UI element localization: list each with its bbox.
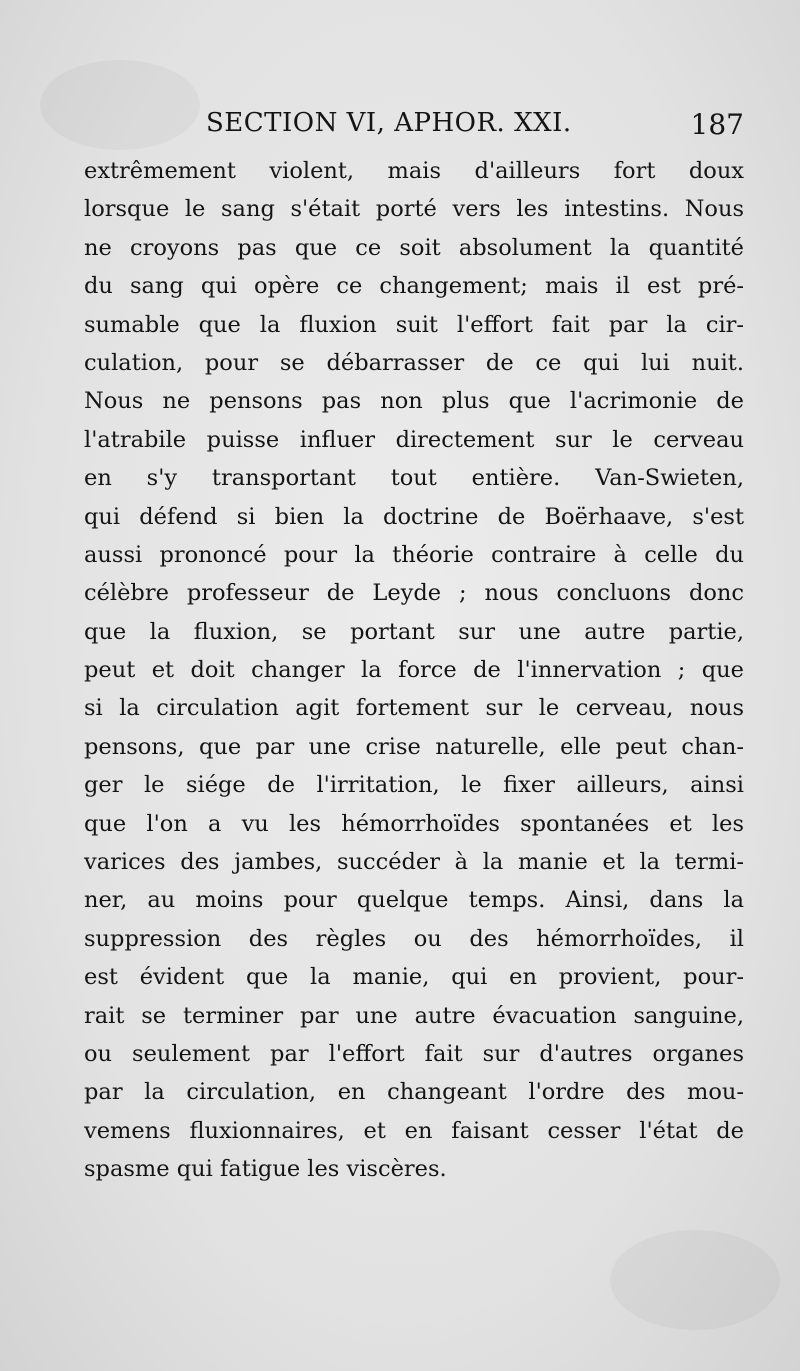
text-line: ner, au moins pour quelque temps. Ainsi, dans la [84,887,744,914]
running-title: SECTION VI, APHOR. XXI. [206,108,572,138]
paper-stain [40,60,200,150]
text-line: qui défend si bien la doctrine de Boërhaave, s'est [84,503,744,530]
text-line: célèbre professeur de Leyde ; nous concluons donc [84,580,744,607]
text-line: en s'y transportant tout entière. Van-Swieten, [84,465,744,492]
text-line: par la circulation, en changeant l'ordre des mou- [84,1079,744,1106]
page-number: 187 [690,108,744,141]
text-line: rait se terminer par une autre évacuation sanguine, [84,1002,744,1029]
page-header [196,108,746,144]
text-line: que la fluxion, se portant sur une autre partie, [84,618,744,645]
body-text [84,152,744,1189]
text-line: aussi prononcé pour la théorie contraire à celle du [84,541,744,568]
text-line: spasme qui fatigue les viscères. [84,1156,447,1183]
text-line: peut et doit changer la force de l'innervation ; que [84,657,744,684]
text-line: sumable que la fluxion suit l'effort fait par la cir- [84,311,744,338]
text-line: culation, pour se débarrasser de ce qui lui nuit. [84,349,744,376]
text-line: pensons, que par une crise naturelle, elle peut chan- [84,733,744,760]
text-line: extrêmement violent, mais d'ailleurs fort doux [84,158,744,184]
text-line: si la circulation agit fortement sur le cerveau, nous [84,695,744,722]
text-line: suppression des règles ou des hémorrhoïdes, il [84,925,744,952]
text-line: que l'on a vu les hémorrhoïdes spontanées et les [84,810,744,837]
paper-stain [610,1230,780,1330]
text-line: du sang qui opère ce changement; mais il est pré- [84,273,744,300]
text-line: vemens fluxionnaires, et en faisant cesser l'état de [84,1117,744,1144]
text-line: lorsque le sang s'était porté vers les intestins. Nous [84,196,744,223]
text-line: ou seulement par l'effort fait sur d'autres organes [84,1040,744,1067]
text-line: l'atrabile puisse influer directement sur le cerveau [84,426,744,453]
text-line: ger le siége de l'irritation, le fixer ailleurs, ainsi [84,772,744,799]
text-line: varices des jambes, succéder à la manie et la termi- [84,849,744,876]
text-line: ne croyons pas que ce soit absolument la quantité [84,234,744,261]
text-line: est évident que la manie, qui en provient, pour- [84,964,744,991]
text-line: Nous ne pensons pas non plus que l'acrimonie de [84,388,744,415]
